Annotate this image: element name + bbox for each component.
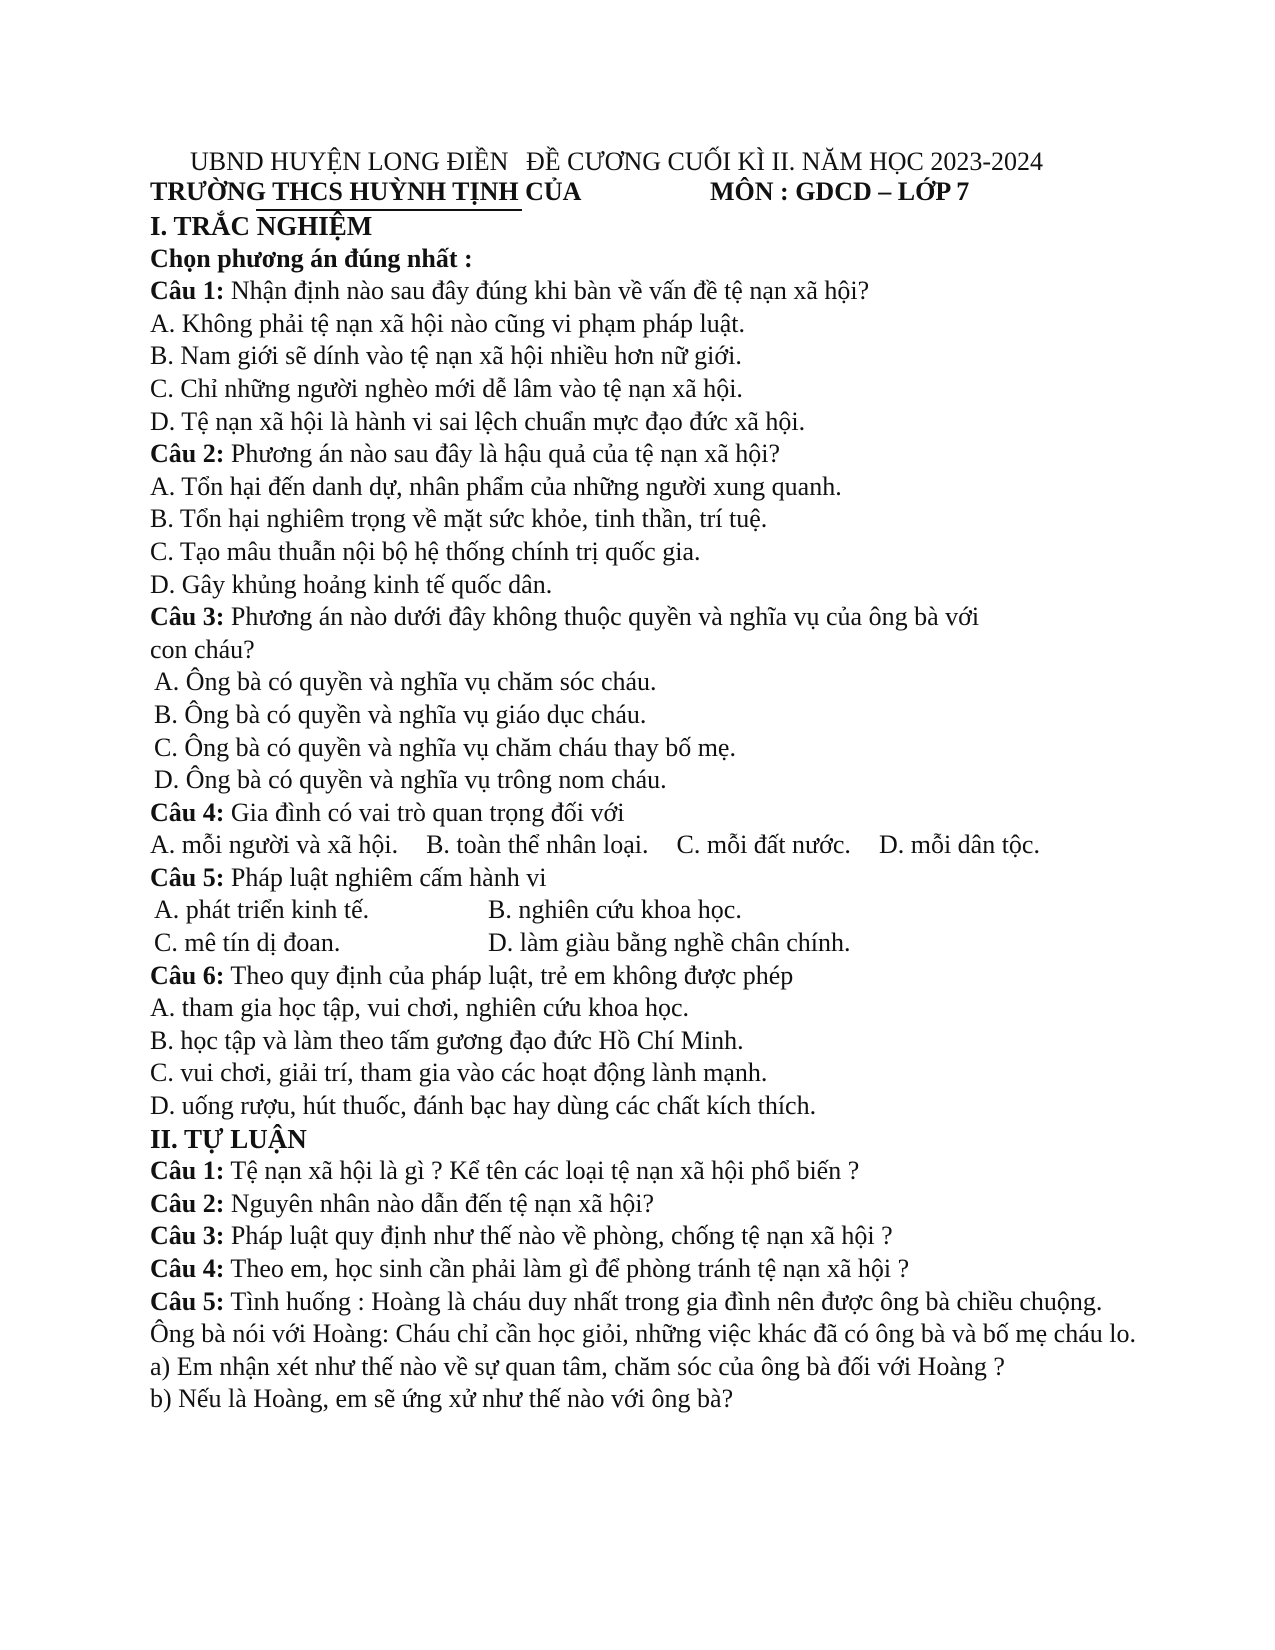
question-1 <box>150 275 1150 308</box>
option: B. Tổn hại nghiêm trọng về mặt sức khỏe, tinh thần, trí tuệ. <box>150 504 768 534</box>
option-row <box>150 829 1150 862</box>
essay-question-5 <box>150 1286 1150 1351</box>
question-label: Câu 2: <box>150 439 225 469</box>
essay-question-2 <box>150 1188 1150 1221</box>
option: B. Nam giới sẽ dính vào tệ nạn xã hội nhiều hơn nữ giới. <box>150 341 742 371</box>
document-header <box>0 147 1275 217</box>
question-text-continued: con cháu? <box>150 634 255 664</box>
question-label: Câu 3: <box>150 1221 225 1251</box>
question-label: Câu 5: <box>150 862 225 892</box>
option: B. nghiên cứu khoa học. <box>488 895 742 925</box>
option-row <box>150 927 1150 960</box>
essay-question-3 <box>150 1220 1150 1253</box>
option: B. Ông bà có quyền và nghĩa vụ giáo dục cháu. <box>154 699 647 729</box>
document-body <box>150 210 1150 1416</box>
essay-question-1 <box>150 1155 1150 1188</box>
option: C. mê tín dị đoan. <box>154 928 341 958</box>
option: A. Không phải tệ nạn xã hội nào cũng vi phạm pháp luật. <box>150 308 745 338</box>
option: B. học tập và làm theo tấm gương đạo đức Hồ Chí Minh. <box>150 1025 744 1055</box>
option: D. Tệ nạn xã hội là hành vi sai lệch chuẩn mực đạo đức xã hội. <box>150 406 806 436</box>
option: D. làm giàu bằng nghề chân chính. <box>488 928 851 958</box>
option: D. Ông bà có quyền và nghĩa vụ trông nom cháu. <box>154 765 667 795</box>
question-label: Câu 3: <box>150 602 225 632</box>
question-text: Nhận định nào sau đây đúng khi bàn về vấn đề tệ nạn xã hội? <box>224 276 870 306</box>
option: A. Tổn hại đến danh dự, nhân phẩm của những người xung quanh. <box>150 471 842 501</box>
option: C. vui chơi, giải trí, tham gia vào các hoạt động lành mạnh. <box>150 1058 768 1088</box>
question-label: Câu 4: <box>150 1254 225 1283</box>
option: A. phát triển kinh tế. <box>154 895 370 925</box>
essay-question-4 <box>150 1253 1150 1286</box>
question-6 <box>150 960 1150 993</box>
question-text: Pháp luật quy định như thế nào về phòng, chống tệ nạn xã hội ? <box>224 1221 893 1251</box>
question-label: Câu 6: <box>150 960 225 990</box>
option-row <box>150 894 1150 927</box>
sub-question-b: b) Nếu là Hoàng, em sẽ ứng xử như thế nào với ông bà? <box>150 1384 734 1414</box>
question-text: Tệ nạn xã hội là gì ? Kể tên các loại tệ nạn xã hội phổ biến ? <box>224 1156 860 1186</box>
question-text: Phương án nào sau đây là hậu quả của tệ nạn xã hội? <box>224 439 781 469</box>
option: A. tham gia học tập, vui chơi, nghiên cứu khoa học. <box>150 993 690 1023</box>
question-4 <box>150 797 1150 830</box>
section-title-multiple-choice: I. TRẮC NGHIỆM <box>150 211 373 241</box>
question-label: Câu 2: <box>150 1188 225 1218</box>
question-label: Câu 1: <box>150 276 225 306</box>
question-text: Pháp luật nghiêm cấm hành vi <box>224 862 547 892</box>
option: D. mỗi dân tộc. <box>878 830 1040 860</box>
question-5 <box>150 862 1150 895</box>
option: A. mỗi người và xã hội. <box>150 830 399 860</box>
option: C. mỗi đất nước. <box>676 830 851 860</box>
school-name: TRƯỜNG THCS HUỲNH TỊNH CỦA <box>150 177 582 206</box>
option: B. toàn thể nhân loại. <box>426 830 649 860</box>
question-text: Theo quy định của pháp luật, trẻ em không được phép <box>224 960 794 990</box>
question-text: Phương án nào dưới đây không thuộc quyền và nghĩa vụ của ông bà với <box>224 602 980 632</box>
question-3 <box>150 601 1150 634</box>
question-text: Nguyên nhân nào dẫn đến tệ nạn xã hội? <box>224 1188 654 1218</box>
instruction: Chọn phương án đúng nhất : <box>150 243 473 273</box>
question-label: Câu 1: <box>150 1156 225 1186</box>
option: A. Ông bà có quyền và nghĩa vụ chăm sóc cháu. <box>154 667 657 697</box>
option: C. Ông bà có quyền và nghĩa vụ chăm cháu thay bố mẹ. <box>154 732 736 762</box>
sub-question-a: a) Em nhận xét như thế nào về sự quan tâm, chăm sóc của ông bà đối với Hoàng ? <box>150 1351 1005 1381</box>
district-name: UBND HUYỆN LONG ĐIỀN <box>190 147 509 176</box>
question-label: Câu 5: <box>150 1286 225 1316</box>
document-title: ĐỀ CƯƠNG CUỐI KÌ II. NĂM HỌC 2023-2024 <box>526 147 1044 176</box>
question-text: Theo em, học sinh cần phải làm gì để phòng tránh tệ nạn xã hội ? <box>224 1254 910 1283</box>
option: C. Chỉ những người nghèo mới dễ lâm vào tệ nạn xã hội. <box>150 373 743 403</box>
question-text: Tình huống : Hoàng là cháu duy nhất trong gia đình nên được ông bà chiều chuộng. Ông bà nói với Hoàng: Cháu chỉ cần học giỏi, những việc khác đã có ông bà và bố mẹ cháu lo. <box>150 1286 1136 1349</box>
option: D. Gây khủng hoảng kinh tế quốc dân. <box>150 569 553 599</box>
question-text: Gia đình có vai trò quan trọng đối với <box>224 797 625 827</box>
option: C. Tạo mâu thuẫn nội bộ hệ thống chính trị quốc gia. <box>150 536 701 566</box>
subject-class: MÔN : GDCD – LỚP 7 <box>710 177 970 206</box>
option: D. uống rượu, hút thuốc, đánh bạc hay dùng các chất kích thích. <box>150 1091 817 1121</box>
question-2 <box>150 438 1150 471</box>
question-label: Câu 4: <box>150 797 225 827</box>
section-title-essay: II. TỰ LUẬN <box>150 1123 307 1154</box>
